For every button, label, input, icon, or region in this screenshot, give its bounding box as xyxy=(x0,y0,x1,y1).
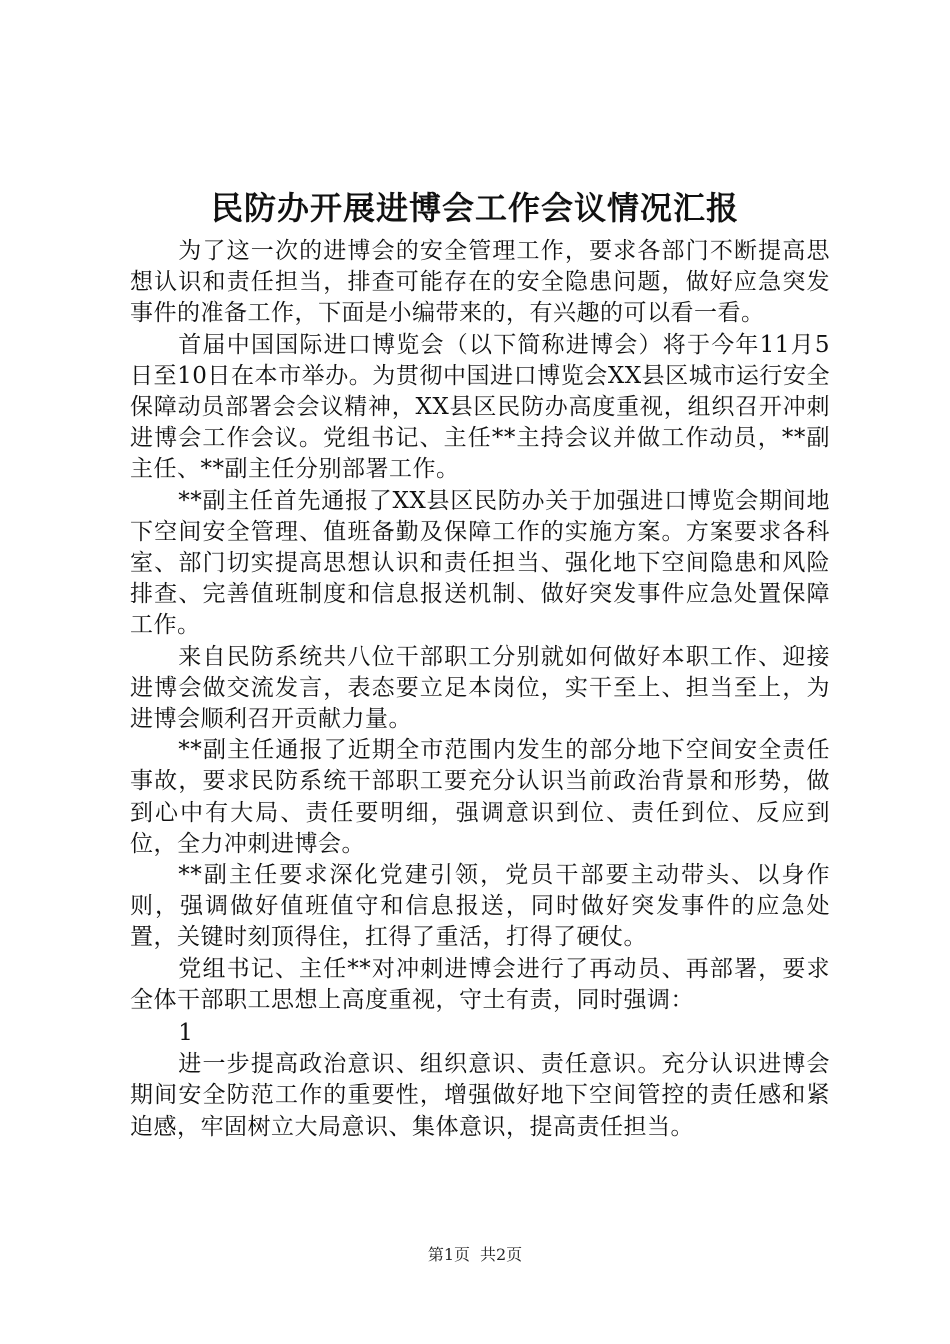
plan-paragraph: **副主任首先通报了XX县区民防办关于加强进口博览会期间地下空间安全管理、值班备勤及保障工作的实施方案。方案要求各科室、部门切实提高思想认识和责任担当、强化地下空间隐患和风险排查、完善值班制度和信息报送机制、做好突发事件应急处置保障工作。 xyxy=(130,487,830,639)
party-building-paragraph: **副主任要求深化党建引领，党员干部要主动带头、以身作则，强调做好值班值守和信息报送，同时做好突发事件的应急处置，关键时刻顶得住，扛得了重活，打得了硬仗。 xyxy=(130,862,830,951)
page-number-current: 第1页 xyxy=(427,1245,470,1264)
page-footer xyxy=(0,1243,950,1267)
item-number: 1 xyxy=(178,1020,194,1047)
intro-paragraph: 为了这一次的进博会的安全管理工作，要求各部门不断提高思想认识和责任担当，排查可能存在的安全隐患问题，做好应急突发事件的准备工作，下面是小编带来的，有兴趣的可以看一看。 xyxy=(130,238,830,327)
mobilization-paragraph: 党组书记、主任**对冲刺进博会进行了再动员、再部署，要求全体干部职工思想上高度重视，守土有责，同时强调： xyxy=(130,955,830,1013)
background-paragraph: 首届中国国际进口博览会（以下简称进博会）将于今年11月5日至10日在本市举办。为贯彻中国进口博览会XX县区城市运行安全保障动员部署会会议精神，XX县区民防办高度重视，组织召开冲刺进博会工作会议。党组书记、主任**主持会议并做工作动员，**副主任、**副主任分别部署工作。 xyxy=(130,331,830,483)
page-number-total: 共2页 xyxy=(480,1245,523,1264)
document-title: 民防办开展进博会工作会议情况汇报 xyxy=(210,189,739,227)
staff-speech-paragraph: 来自民防系统共八位干部职工分别就如何做好本职工作、迎接进博会做交流发言，表态要立足本岗位，实干至上、担当至上，为进博会顺利召开贡献力量。 xyxy=(130,643,830,733)
document-body xyxy=(130,236,830,1143)
item-paragraph: 进一步提高政治意识、组织意识、责任意识。充分认识进博会期间安全防范工作的重要性，增强做好地下空间管控的责任感和紧迫感，牢固树立大局意识、集体意识，提高责任担当。 xyxy=(130,1051,830,1140)
accident-report-paragraph: **副主任通报了近期全市范围内发生的部分地下空间安全责任事故，要求民防系统干部职工要充分认识当前政治背景和形势，做到心中有大局、责任要明细，强调意识到位、责任到位、反应到位，全力冲刺进博会。 xyxy=(130,737,830,857)
